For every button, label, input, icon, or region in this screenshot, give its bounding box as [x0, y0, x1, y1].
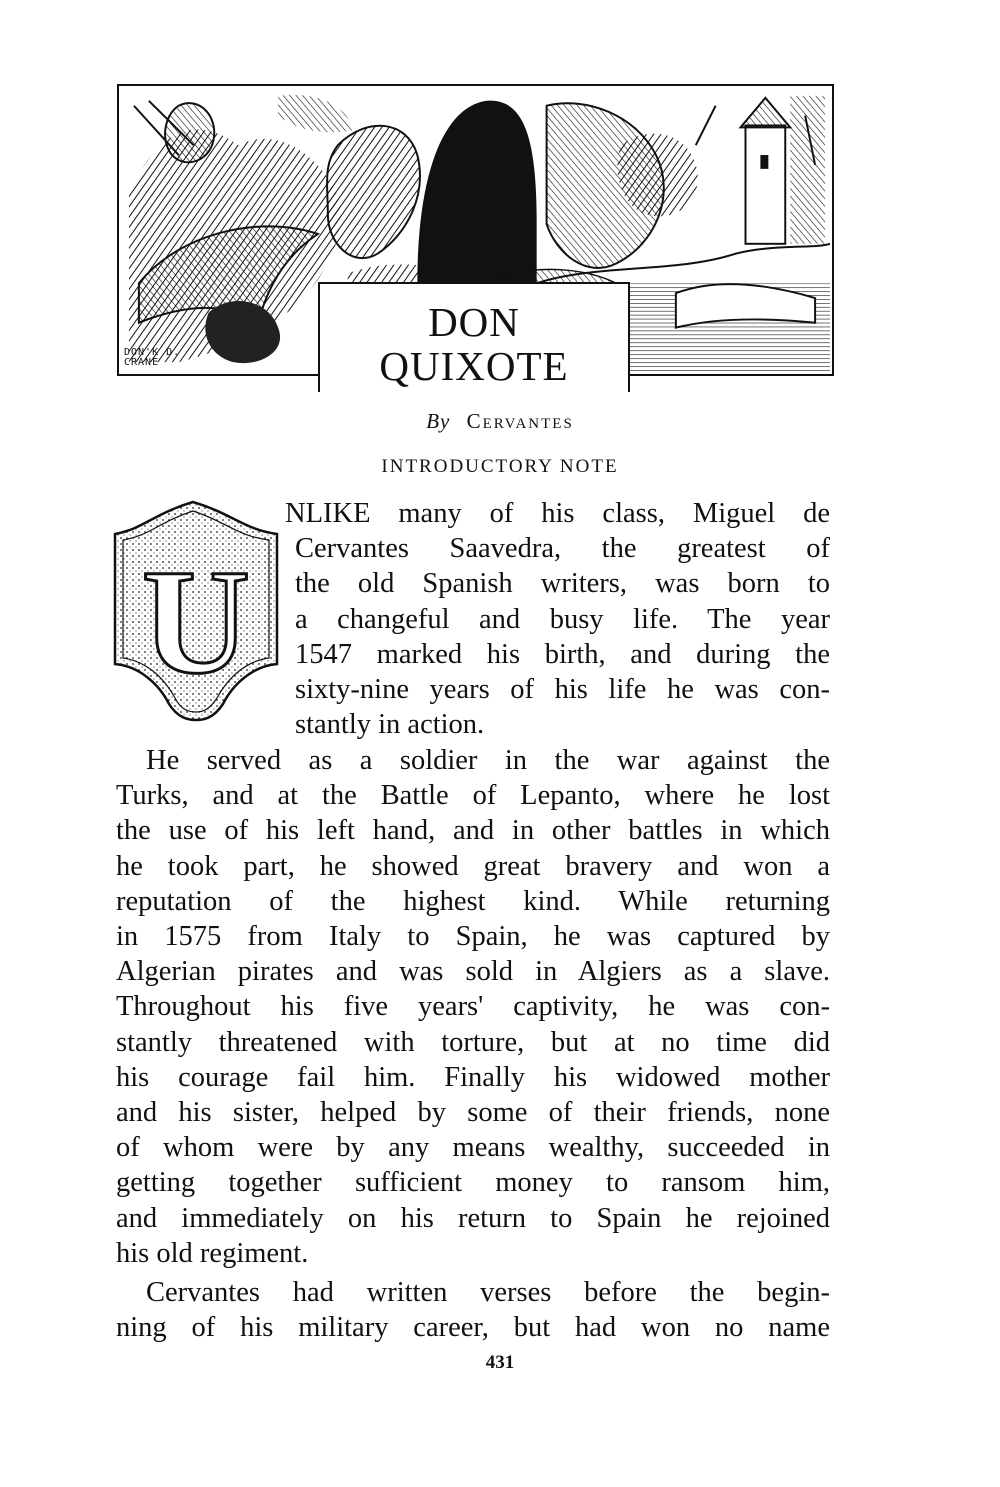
paragraph-1-line: stantly in action. — [295, 709, 485, 741]
artist-signature — [124, 348, 180, 368]
paragraph-3-line: ning of his military career, but had won no name — [116, 1312, 830, 1344]
drop-cap — [113, 494, 279, 722]
signature-line-1: DON'K D. — [124, 347, 181, 358]
book-title-line-1: DON — [428, 299, 520, 345]
paragraph-2-line: and immediately on his return to Spain he rejoined — [116, 1202, 830, 1234]
paragraph-2-line: Turks, and at the Battle of Lepanto, where he lost — [116, 780, 830, 812]
paragraph-1-line: a changeful and busy life. The year — [295, 603, 830, 635]
paragraph-2-line: He served as a soldier in the war against the — [146, 745, 830, 776]
paragraph-2-line: the use of his left hand, and in other battles in which — [116, 815, 830, 847]
paragraph-2-line: his courage fail him. Finally his widowed mother — [116, 1061, 830, 1093]
paragraph-3-line: Cervantes had written verses before the begin- — [146, 1277, 830, 1308]
paragraph-2-line: he took part, he showed great bravery and won a — [116, 850, 830, 882]
paragraph-1 — [285, 496, 830, 742]
paragraph-1-line: NLIKE many of his class, Miguel de — [285, 498, 830, 529]
byline-author: Cervantes — [466, 409, 574, 433]
page-number: 431 — [485, 1352, 515, 1373]
title-panel — [318, 282, 630, 392]
paragraph-1-line: the old Spanish writers, was born to — [295, 568, 830, 600]
paragraph-2-line: Algerian pirates and was sold in Algiers as a slave. — [116, 956, 830, 988]
byline — [0, 409, 1000, 434]
paragraph-3 — [116, 1275, 830, 1345]
byline-by: By — [426, 409, 451, 433]
paragraph-2-line: getting together sufficient money to ransom him, — [116, 1167, 830, 1199]
paragraph-2 — [116, 743, 830, 1271]
paragraph-2-line: of whom were by any means wealthy, succeeded in — [116, 1132, 830, 1164]
drop-cap-letter: U — [141, 539, 251, 705]
paragraph-2-line: and his sister, helped by some of their friends, none — [116, 1097, 830, 1129]
paragraph-1-line: Cervantes Saavedra, the greatest of — [295, 533, 830, 565]
drop-cap-ornament — [113, 494, 279, 722]
paragraph-2-line: reputation of the highest kind. While returning — [116, 885, 830, 917]
paragraph-2-line: Throughout his five years' captivity, he was con- — [116, 991, 830, 1023]
book-title-line-2: QUIXOTE — [379, 343, 569, 389]
signature-line-2: CRANE — [124, 357, 160, 368]
paragraph-2-line: stantly threatened with torture, but at no time did — [116, 1026, 830, 1058]
section-heading: INTRODUCTORY NOTE — [381, 456, 619, 477]
paragraph-2-line: his old regiment. — [116, 1237, 309, 1269]
paragraph-2-line: in 1575 from Italy to Spain, he was captured by — [116, 921, 830, 953]
paragraph-1-line: sixty-nine years of his life he was con- — [295, 674, 830, 706]
paragraph-1-line: 1547 marked his birth, and during the — [295, 638, 830, 670]
